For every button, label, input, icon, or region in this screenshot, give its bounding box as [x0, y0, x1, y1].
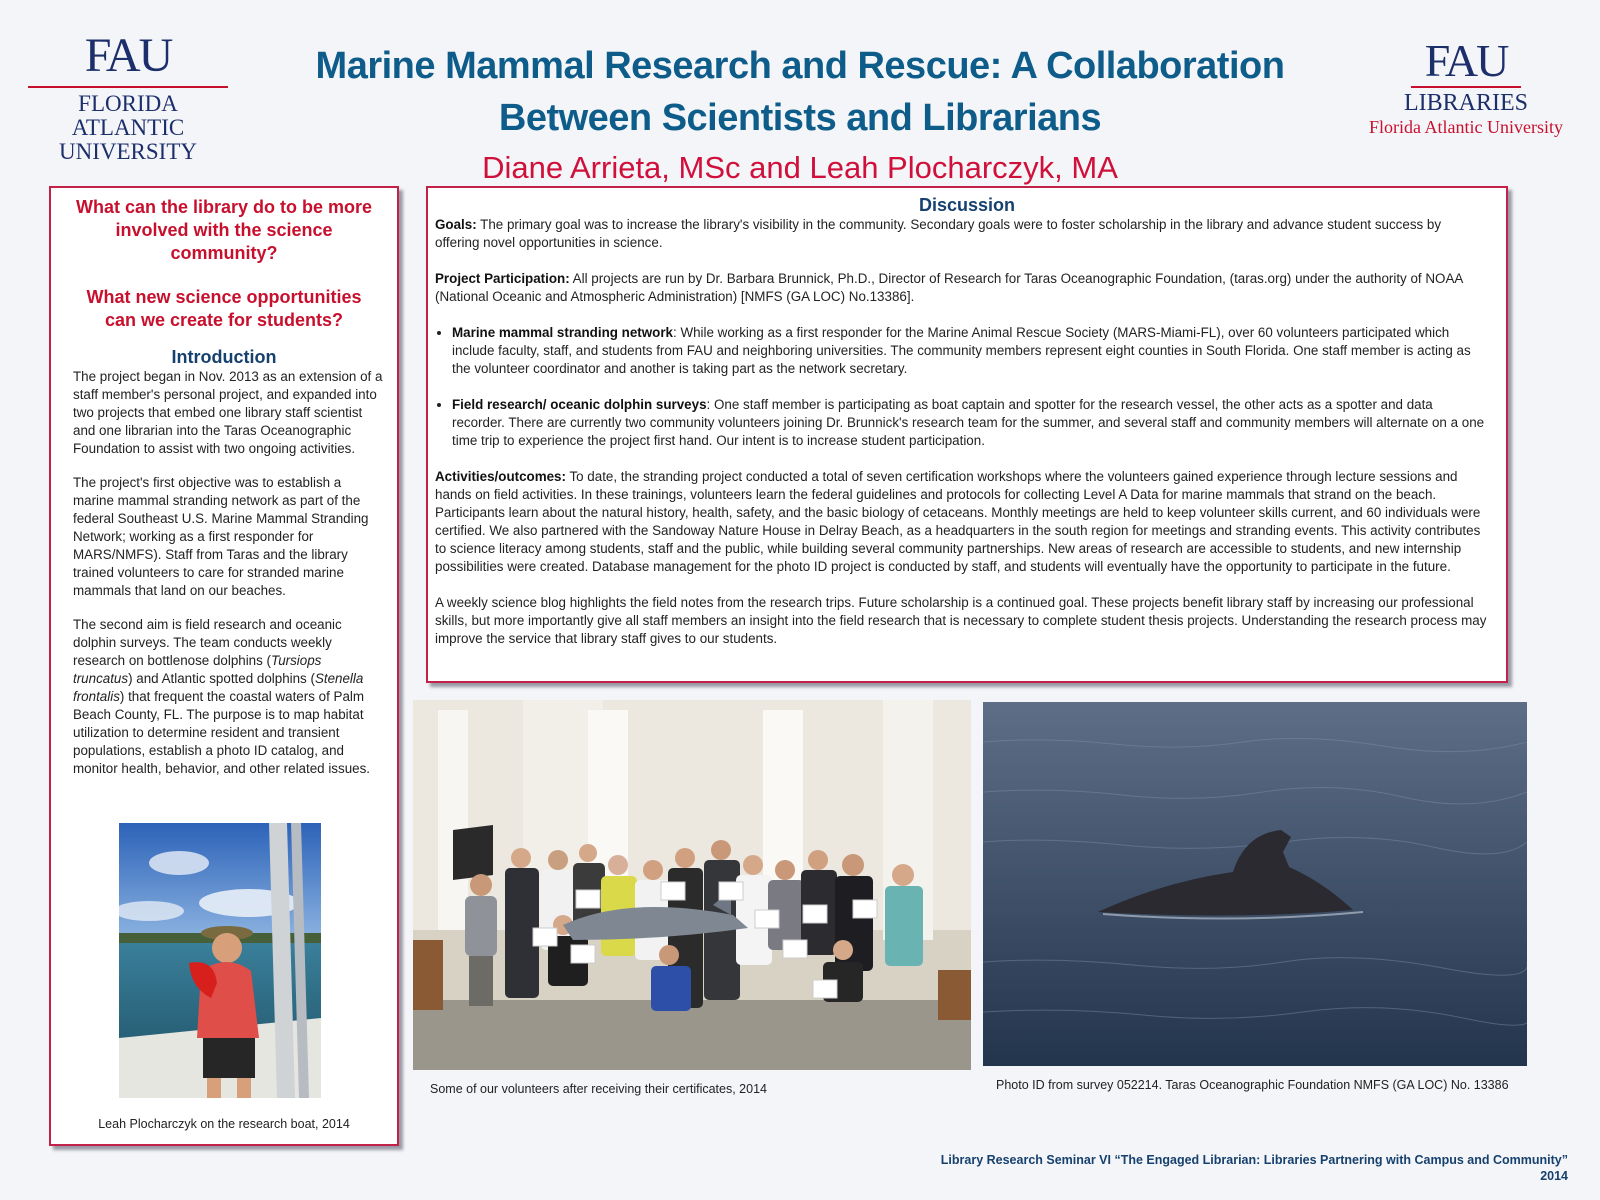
discussion-body [428, 216, 1506, 648]
introduction-text [51, 368, 397, 778]
intro-paragraph-2: The project's first objective was to establish a marine mammal stranding network as part of the federal Southeast U.S. Marine Mammal Stranding Network; working as a first responder for MARS/NMFS). Staff from Taras and the library trained volunteers to care for stranded marine mammals that land on our beaches. [73, 475, 369, 598]
species-name: Tursiops truncatus [73, 653, 322, 686]
project-list [435, 324, 1488, 450]
participation-label: Project Participation: [435, 271, 570, 286]
fau-logo-mark: FAU [1424, 35, 1508, 86]
seminar-footer [941, 1152, 1568, 1184]
poster-authors: Diane Arrieta, MSc and Leah Plocharczyk, MA [482, 150, 1118, 185]
logo-university: Florida Atlantic University [1369, 117, 1563, 137]
activities-paragraph: Activities/outcomes: To date, the stranding project conducted a total of seven certification workshops where the volunteers gained experience through lecture sessions and hands on field activities. In these trainings, volunteers learn the federal guidelines and protocols for collecting Level A Data for marine mammals that strand on the beach. Participants learn about the natural history, health, safety, and the basic biology of cetaceans. Monthly meetings are held to keep volunteer skills current, and 60 individuals were certified. We also partnered with the Sandoway Nature House in Delray Beach, as a headquarters in the south region for meetings and stranding events. This activity contributes to science literacy among students, staff and the public, while building several community partnerships. New areas of research are accessible to students, and new internship possibilities were created. Database management for the photo ID project is conducted by staff, and students will eventually have the opportunity to participate in the future. [435, 469, 1481, 574]
fau-university-logo [28, 29, 228, 164]
logo-libraries: LIBRARIES [1403, 90, 1528, 116]
dolphin-photo-caption: Photo ID from survey 052214. Taras Oceanographic Foundation NMFS (GA LOC) No. 13386 [996, 1078, 1509, 1092]
closing-paragraph: A weekly science blog highlights the field notes from the research trips. Future scholarship is a continued goal. These projects benefit library staff by increasing our professional skills, but more importantly give all staff members an insight into the field research that is necessary to complete student thesis projects. Understanding the research process may improve the service that library staff gives to our students. [435, 595, 1487, 646]
discussion-heading: Discussion [918, 195, 1016, 215]
fau-libraries-logo [1356, 35, 1576, 138]
logo-line-1: FLORIDA ATLANTIC [71, 91, 185, 140]
question-1: What can the library do to be more involved with the science community? [75, 197, 373, 263]
list-item: • Field research/ oceanic dolphin surveys: One staff member is participating as boat captain and spotter for the research vessel, the other acts as a spotter and data recorder. There are currently two community volunteers joining Dr. Brunnick's research team for the summer, and several staff and community members will alternate on a one time trip to experience the project first hand. Our intent is to increase student participation. [452, 396, 1488, 450]
volunteer-group-photo [413, 700, 971, 1070]
participation-paragraph: Project Participation: All projects are run by Dr. Barbara Brunnick, Ph.D., Director of Research for Taras Oceanographic Foundation, (taras.org) under the authority of NOAA (National Oceanic and Atmospheric Administration) [NMFS (GA LOC) No.13386]. [435, 271, 1463, 304]
discussion-panel [426, 186, 1508, 683]
left-panel [49, 186, 399, 1146]
poster-title-line-1: Marine Mammal Research and Rescue: A Collaboration [315, 45, 1285, 87]
goals-label: Goals: [435, 217, 477, 232]
introduction-heading: Introduction [171, 347, 277, 367]
boat-photo [119, 823, 321, 1098]
fau-logo-mark: FAU [84, 29, 172, 82]
activities-label: Activities/outcomes: [435, 469, 566, 484]
goals-paragraph: Goals: The primary goal was to increase the library's visibility in the community. Secondary goals were to foster scholarship in the library and advance student success by offering novel opportunities in science. [435, 217, 1442, 250]
intro-paragraph-1: The project began in Nov. 2013 as an extension of a staff member's personal project, and expanded into two projects that embed one library staff scientist and one librarian into the Taras Oceanographic Foundation to assist with two ongoing activities. [73, 369, 383, 456]
boat-photo-caption: Leah Plocharczyk on the research boat, 2014 [98, 1117, 350, 1131]
question-2: What new science opportunities can we create for students? [86, 287, 362, 330]
group-photo-caption: Some of our volunteers after receiving their certificates, 2014 [430, 1082, 767, 1096]
dolphin-photo [983, 702, 1527, 1066]
poster-title-block [300, 40, 1300, 188]
intro-paragraph-3: The second aim is field research and oceanic dolphin surveys. The team conducts weekly research on bottlenose dolphins (Tursiops truncatus) and Atlantic spotted dolphins (Stenella frontalis) that frequent the coastal waters of Palm Beach County, FL. The purpose is to map habitat utilization to determine resident and transient populations, establish a photo ID catalog, and monitor health, behavior, and other related issues. [73, 617, 371, 776]
logo-line-2: UNIVERSITY [59, 139, 197, 164]
species-name: Stenella frontalis [73, 671, 364, 704]
poster-title-line-2: Between Scientists and Librarians [498, 97, 1102, 139]
footer-line-2: 2014 [1540, 1169, 1568, 1183]
logo-rule [28, 86, 228, 88]
logo-rule [1411, 86, 1521, 88]
footer-line-1: Library Research Seminar VI “The Engaged Librarian: Libraries Partnering with Campus and Community” [940, 1153, 1568, 1167]
list-item: • Marine mammal stranding network: While working as a first responder for the Marine Animal Rescue Society (MARS-Miami-FL), over 60 volunteers participated which include faculty, staff, and students from FAU and neighboring universities. The community members represent eight counties in South Florida. One staff member is acting as the volunteer coordinator and another is taking part as the network secretary. [452, 324, 1488, 378]
